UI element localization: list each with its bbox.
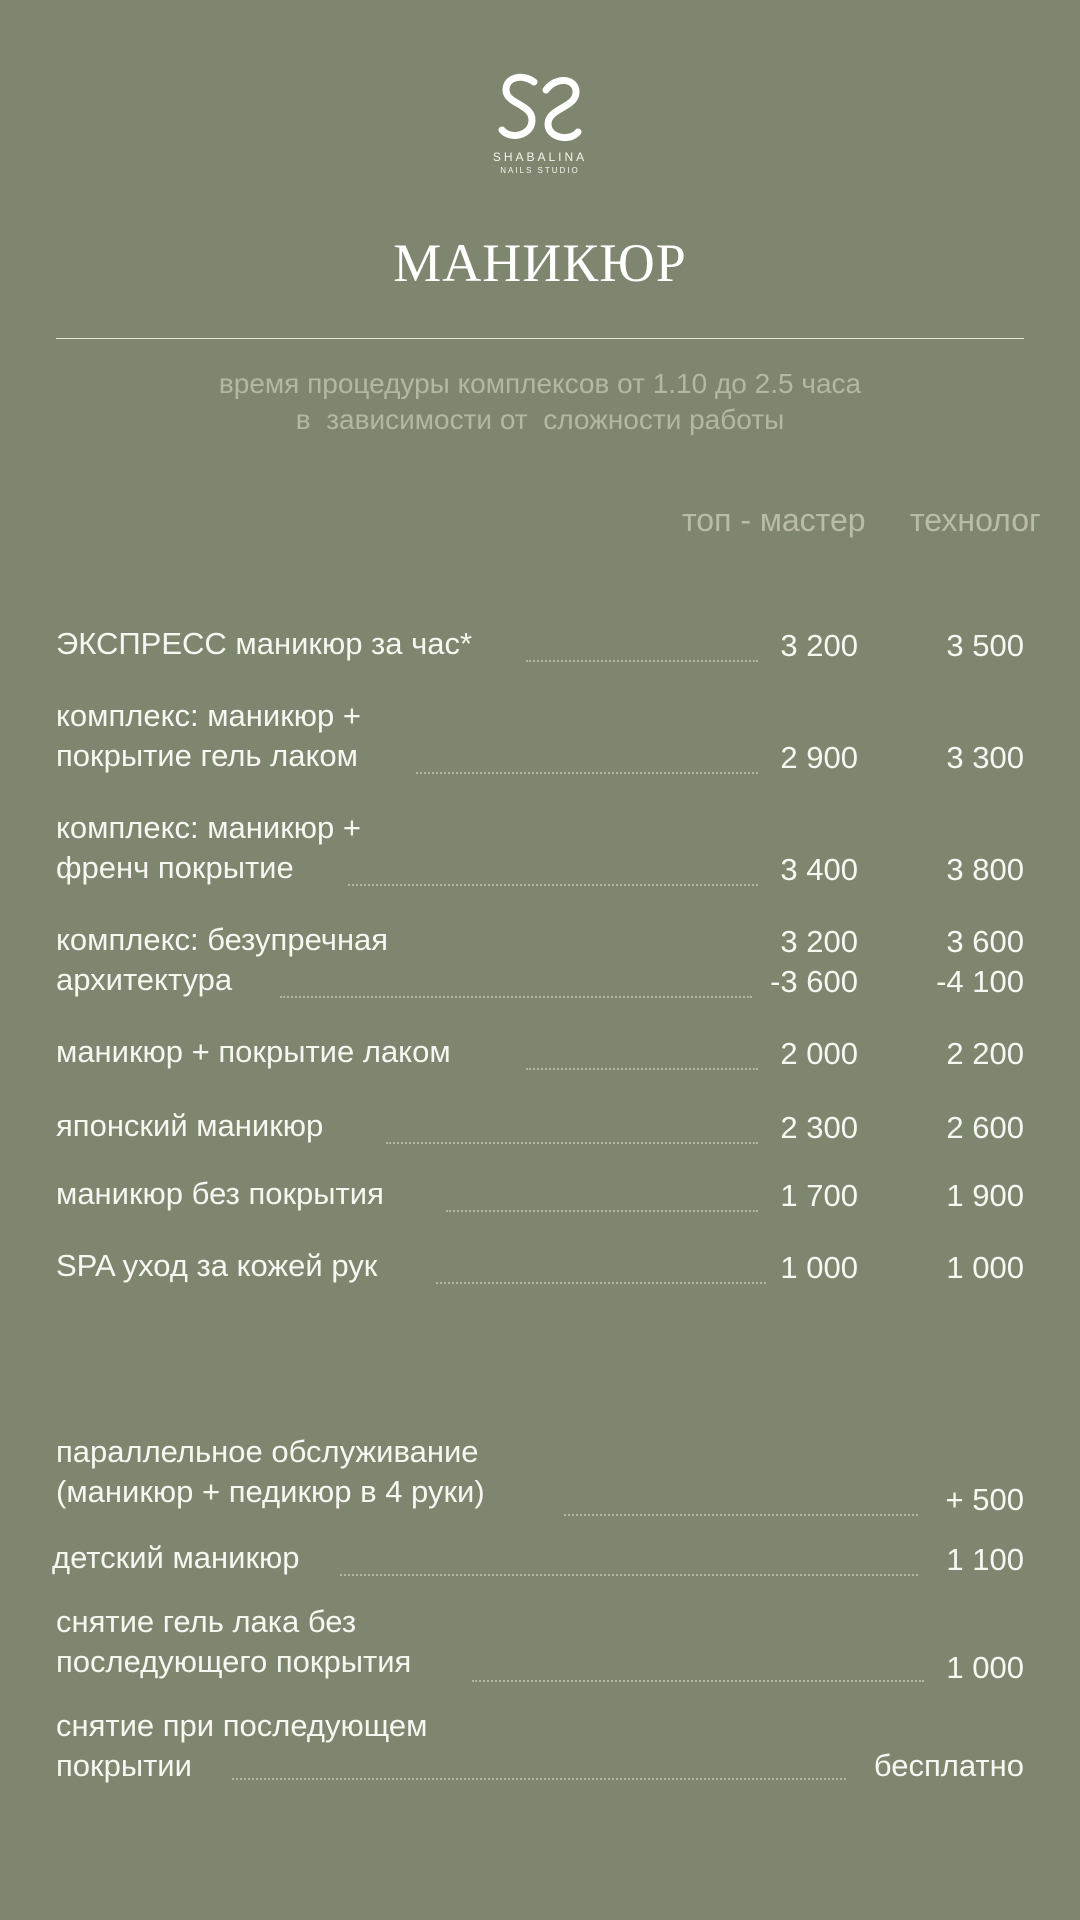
- price-row-spa-care: [0, 1248, 1080, 1292]
- price-row-polish-manicure: [0, 1034, 1080, 1078]
- extra-name-line-2: последующего покрытия: [56, 1644, 412, 1679]
- dot-leader: [340, 1574, 918, 1576]
- service-name: маникюр + покрытие лаком: [56, 1034, 451, 1069]
- note-line-2: в зависимости от сложности работы: [295, 404, 785, 435]
- price-row-japanese-manicure: [0, 1108, 1080, 1152]
- extra-row-removal-with-coating: [0, 1708, 1080, 1792]
- service-name-line-2: покрытие гель лаком: [56, 738, 358, 773]
- dot-leader: [280, 996, 752, 998]
- price-technologist: 2 600: [946, 1110, 1024, 1145]
- extra-price: 1 000: [946, 1650, 1024, 1685]
- column-header-top-master: топ - мастер: [682, 502, 866, 538]
- note-line-1: время процедуры комплексов от 1.10 до 2.5 часа: [218, 368, 862, 399]
- brand-logo: [0, 72, 1080, 175]
- price-top-master: 1 700: [780, 1178, 858, 1213]
- dot-leader: [446, 1210, 758, 1212]
- dot-leader: [348, 884, 758, 886]
- extra-price: бесплатно: [873, 1748, 1024, 1783]
- price-top-master: 1 000: [780, 1250, 858, 1285]
- extra-row-kids-manicure: [0, 1540, 1080, 1584]
- service-name-line-2: френч покрытие: [56, 850, 294, 885]
- price-top-master: 2 000: [780, 1036, 858, 1071]
- price-technologist: 3 300: [946, 740, 1024, 775]
- service-name: маникюр без покрытия: [56, 1176, 384, 1211]
- price-technologist-to: -4 100: [936, 964, 1024, 999]
- brand-name: SHABALINA: [492, 150, 588, 164]
- column-header-technologist: технолог: [910, 502, 1041, 538]
- price-row-architecture-complex: [0, 922, 1080, 1006]
- extra-name-line-2: покрытии: [56, 1748, 192, 1783]
- price-technologist: 3 500: [946, 628, 1024, 663]
- price-top-master-to: -3 600: [770, 964, 858, 999]
- price-technologist: 1 000: [946, 1250, 1024, 1285]
- price-top-master: 2 300: [780, 1110, 858, 1145]
- price-top-master-from: 3 200: [780, 924, 858, 959]
- extra-price: + 500: [945, 1482, 1024, 1517]
- extra-name-line-1: снятие гель лака без: [56, 1604, 357, 1639]
- extra-name-line-1: параллельное обслуживание: [56, 1434, 479, 1469]
- price-top-master: 3 400: [780, 852, 858, 887]
- extra-name-line-2: (маникюр + педикюр в 4 руки): [56, 1474, 485, 1509]
- price-technologist: 3 800: [946, 852, 1024, 887]
- dot-leader: [416, 772, 758, 774]
- price-top-master: 2 900: [780, 740, 858, 775]
- price-row-express: [0, 626, 1080, 670]
- brand-subtitle: NAILS STUDIO: [500, 166, 580, 175]
- price-top-master: 3 200: [780, 628, 858, 663]
- service-name-line-1: комплекс: маникюр +: [56, 810, 361, 845]
- extra-row-gel-removal: [0, 1604, 1080, 1688]
- dot-leader: [386, 1142, 758, 1144]
- service-name-line-1: комплекс: безупречная: [56, 922, 389, 957]
- dot-leader: [526, 1068, 758, 1070]
- dot-leader: [472, 1680, 924, 1682]
- extra-name: детский маникюр: [52, 1540, 300, 1575]
- extra-row-parallel-service: [0, 1434, 1080, 1518]
- service-name: японский маникюр: [56, 1108, 324, 1143]
- price-row-gel-complex: [0, 698, 1080, 782]
- service-name-line-2: архитектура: [56, 962, 233, 997]
- price-row-french-complex: [0, 810, 1080, 894]
- dot-leader: [232, 1778, 846, 1780]
- service-name: ЭКСПРЕСС маникюр за час*: [56, 626, 473, 661]
- price-technologist: 1 900: [946, 1178, 1024, 1213]
- divider: [56, 338, 1024, 339]
- dot-leader: [436, 1282, 766, 1284]
- extra-name-line-1: снятие при последующем: [56, 1708, 428, 1743]
- extra-price: 1 100: [946, 1542, 1024, 1577]
- procedure-time-note: [0, 366, 1080, 438]
- monogram-logo-icon: [498, 72, 582, 148]
- price-row-no-coating: [0, 1176, 1080, 1220]
- dot-leader: [526, 660, 758, 662]
- price-technologist: 2 200: [946, 1036, 1024, 1071]
- price-technologist-from: 3 600: [946, 924, 1024, 959]
- dot-leader: [564, 1514, 918, 1516]
- service-name: SPA уход за кожей рук: [56, 1248, 378, 1283]
- page-title: МАНИКЮР: [393, 233, 687, 293]
- service-name-line-1: комплекс: маникюр +: [56, 698, 361, 733]
